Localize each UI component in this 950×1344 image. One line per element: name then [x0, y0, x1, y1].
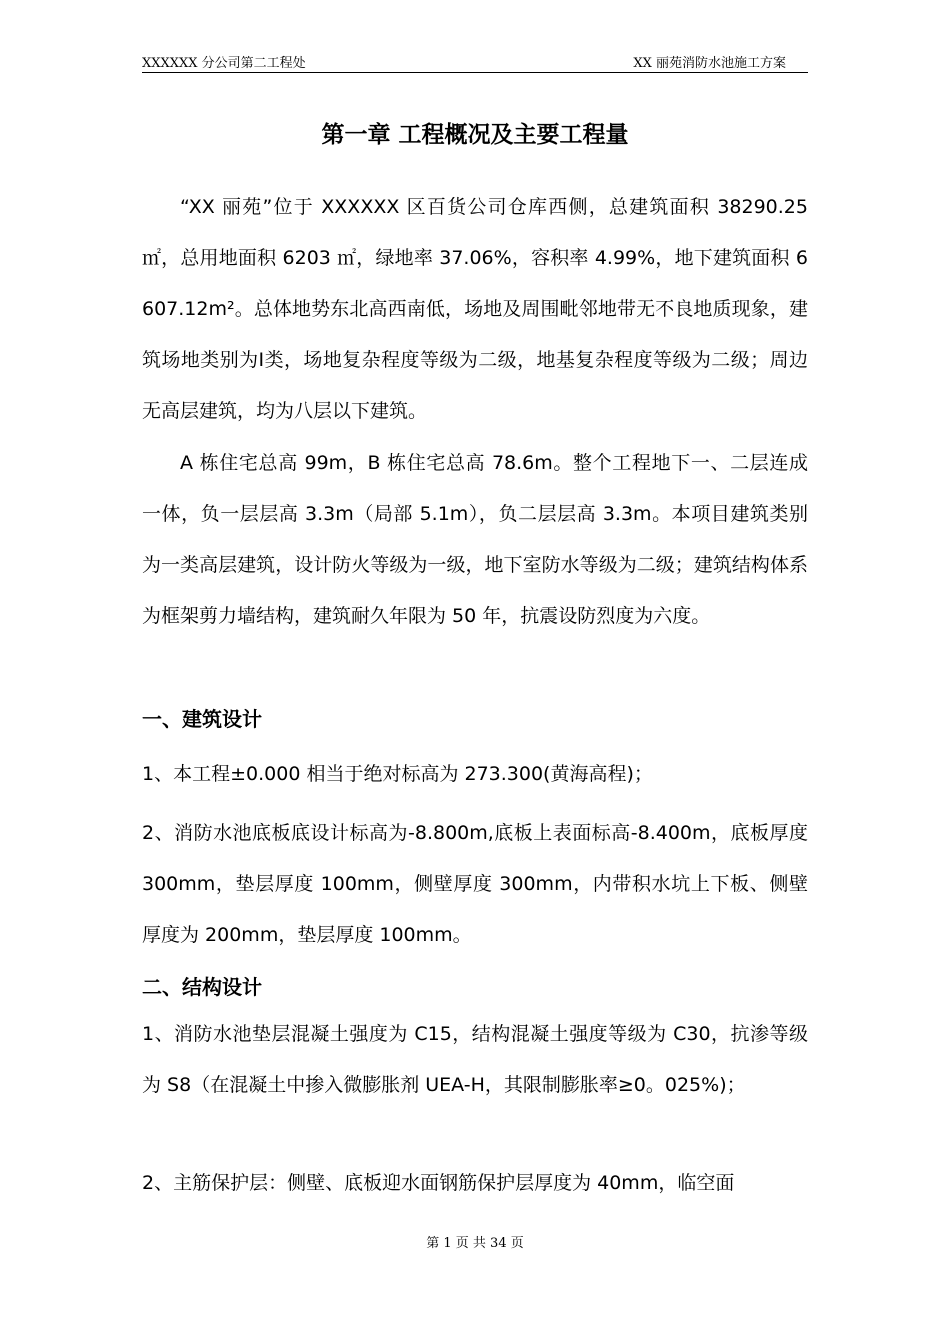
overview-paragraph-2: A 栋住宅总高 99m，B 栋住宅总高 78.6m。整个工程地下一、二层连成一体，负一层层高 3.3m（局部 5.1m），负二层层高 3.3m。本项目建筑类别为一类高层建筑，设计防火等级为一级，地下室防水等级为二级；建筑结构体系为框架剪力墙结构，建筑耐久年限为 50 年，抗震设防烈度为六度。	[142, 452, 808, 627]
header-document-title: XX 丽苑消防水池施工方案	[633, 56, 786, 71]
page-number-footer: 第 1 页 共 34 页	[426, 1236, 524, 1251]
chapter-title: 第一章 工程概况及主要工程量	[321, 122, 629, 148]
page-header	[142, 50, 808, 73]
architecture-item-1: 1、本工程±0.000 相当于绝对标高为 273.300(黄海高程)；	[142, 763, 653, 785]
header-company: XXXXXX 分公司第二工程处	[142, 56, 306, 71]
section-heading-architecture: 一、建筑设计	[142, 707, 262, 731]
structure-item-2: 2、主筋保护层：侧壁、底板迎水面钢筋保护层厚度为 40mm，临空面	[142, 1172, 735, 1194]
overview-paragraph-1: “XX 丽苑”位于 XXXXXX 区百货公司仓库西侧，总建筑面积 38290.25 ㎡，总用地面积 6203 ㎡，绿地率 37.06%，容积率 4.99%，地下建筑面积 6607.12m²。总体地势东北高西南低，场地及周围毗邻地带无不良地质现象，建筑场地类别为Ⅰ类，场地复杂程度等级为二级，地基复杂程度等级为二级；周边无高层建筑，均为八层以下建筑。	[142, 196, 808, 422]
architecture-item-2: 2、消防水池底板底设计标高为-8.800m,底板上表面标高-8.400m，底板厚度 300mm，垫层厚度 100mm，侧壁厚度 300mm，内带积水坑上下板、侧壁厚度为 200mm，垫层厚度 100mm。	[142, 822, 808, 946]
structure-item-1: 1、消防水池垫层混凝土强度为 C15，结构混凝土强度等级为 C30，抗渗等级为 S8（在混凝土中掺入微膨胀剂 UEA-H，其限制膨胀率≥0。025%)；	[142, 1023, 808, 1096]
section-heading-structure: 二、结构设计	[142, 975, 262, 999]
